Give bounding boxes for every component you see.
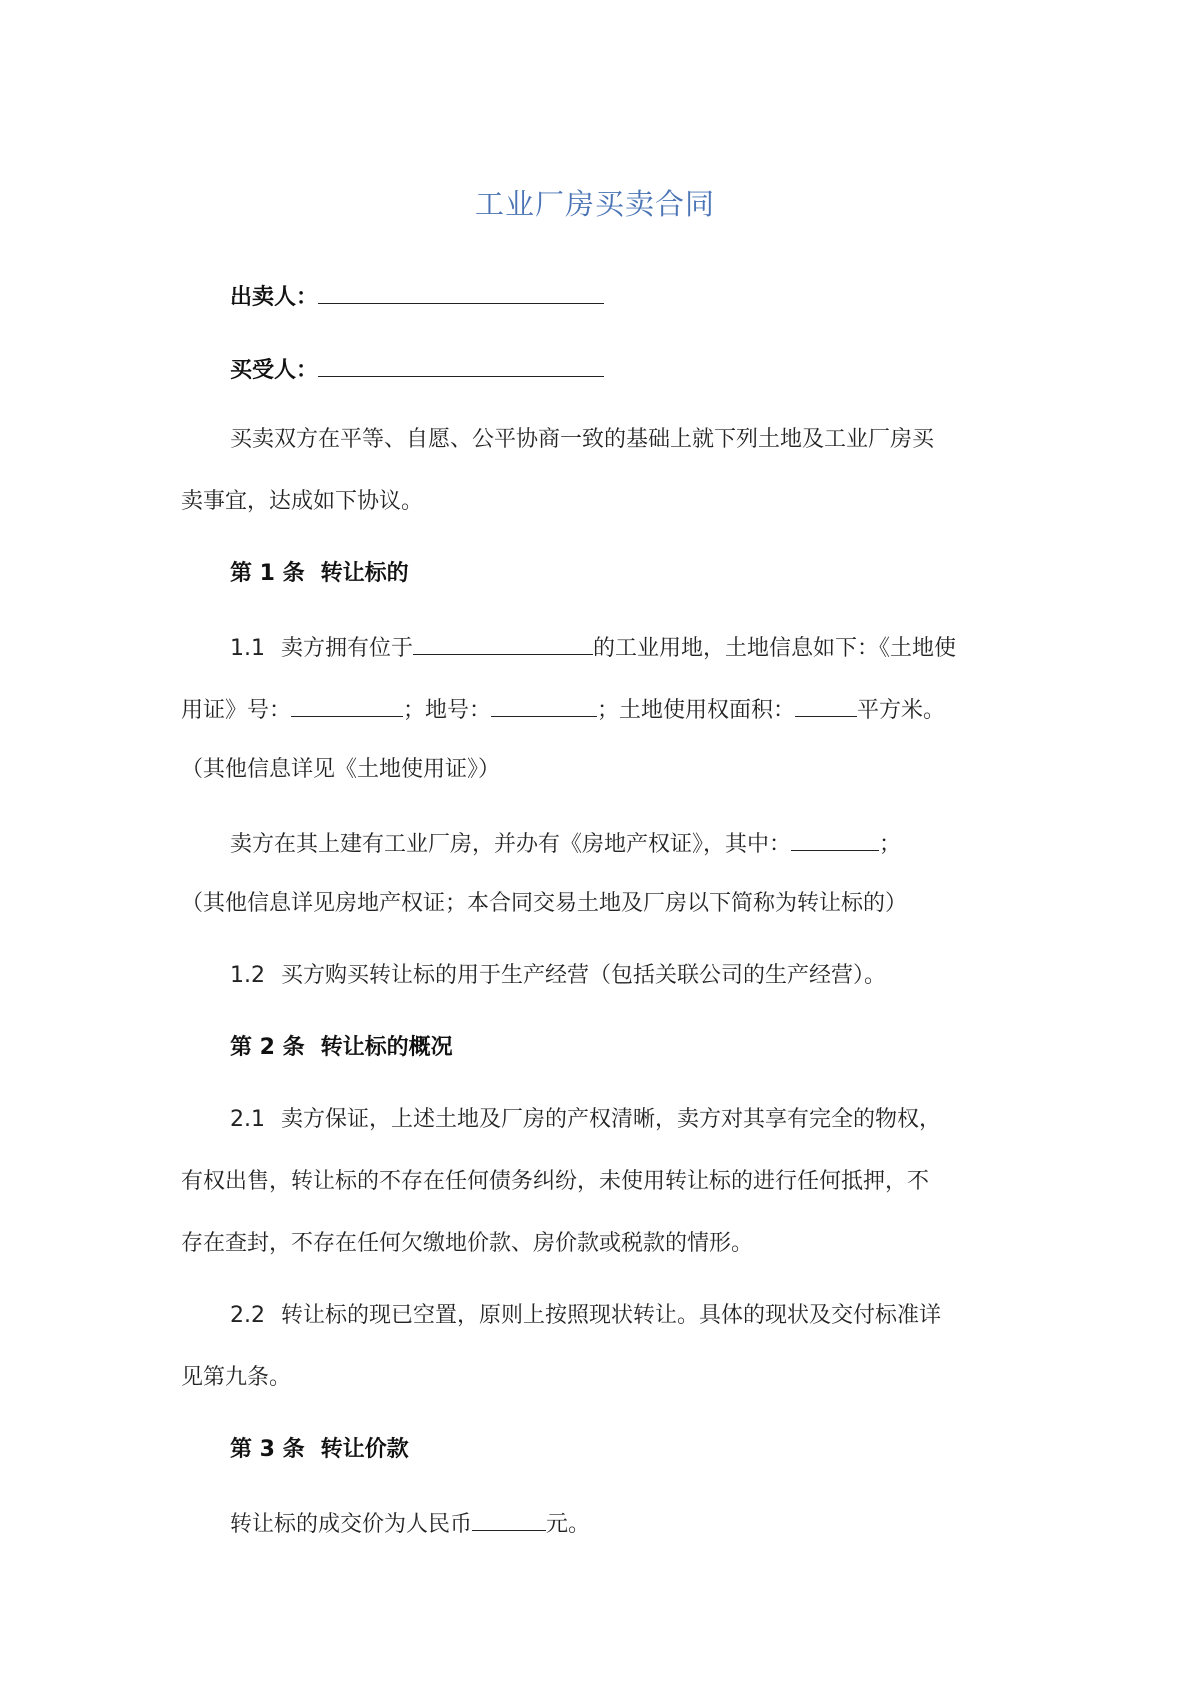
clause-1-2-text: 买方购买转让标的用于生产经营（包括关联公司的生产经营）。 [281, 963, 887, 988]
article-3-number: 第 3 条 [230, 1437, 305, 1462]
clause-1-1-text-e: ；土地使用权面积： [597, 698, 796, 723]
article-2-title: 转让标的概况 [320, 1035, 453, 1060]
article-1-number: 第 1 条 [230, 561, 305, 586]
seller-label: 出卖人： [230, 285, 319, 310]
clause-1-1-text-f: 平方米。 [857, 698, 946, 723]
land-cert-number-blank[interactable] [291, 692, 403, 717]
building-para-line-2: （其他信息详见房地产权证；本合同交易土地及厂房以下简称为转让标的） [181, 891, 908, 916]
price-text-a: 转让标的成交价为人民币 [230, 1512, 473, 1537]
clause-1-1-text-b: 的工业用地，土地信息如下：《土地使 [593, 636, 957, 661]
clause-1-1-number: 1.1 [230, 636, 265, 661]
land-location-blank[interactable] [413, 630, 593, 655]
buyer-label: 买受人： [230, 358, 319, 383]
clause-2-1-line-2: 有权出售，转让标的不存在任何债务纠纷，未使用转让标的进行任何抵押，不 [181, 1169, 930, 1194]
lot-number-blank[interactable] [491, 692, 597, 717]
article-3-title: 转让价款 [320, 1437, 409, 1462]
article-1-title: 转让标的 [320, 561, 409, 586]
land-area-blank[interactable] [795, 692, 857, 717]
document-title: 工业厂房买卖合同 [474, 187, 715, 221]
seller-row [230, 279, 604, 314]
intro-line-2: 卖事宜，达成如下协议。 [181, 489, 424, 514]
property-cert-blank[interactable] [791, 826, 879, 851]
intro-line-1: 买卖双方在平等、自愿、公平协商一致的基础上就下列土地及工业厂房买 [230, 427, 935, 452]
building-para-line-1 [230, 826, 901, 861]
article-2-heading [230, 1032, 453, 1064]
seller-name-blank[interactable] [318, 279, 604, 304]
clause-2-1-text-1: 卖方保证，上述土地及厂房的产权清晰，卖方对其享有完全的物权， [281, 1107, 942, 1132]
clause-1-1-text-a: 卖方拥有位于 [281, 636, 414, 661]
clause-1-2-number: 1.2 [230, 963, 265, 988]
price-amount-blank[interactable] [472, 1506, 546, 1531]
buyer-name-blank[interactable] [318, 352, 604, 377]
clause-2-2-text-1: 转让标的现已空置，原则上按照现状转让。具体的现状及交付标准详 [281, 1303, 942, 1328]
clause-2-1-number: 2.1 [230, 1107, 265, 1132]
price-line [230, 1506, 590, 1541]
clause-2-2-line-1 [230, 1300, 941, 1332]
building-para-text-a: 卖方在其上建有工业厂房，并办有《房地产权证》，其中： [230, 832, 792, 857]
clause-2-2-line-2: 见第九条。 [181, 1365, 292, 1390]
article-3-heading [230, 1434, 409, 1466]
article-2-number: 第 2 条 [230, 1035, 305, 1060]
building-para-text-b: ； [879, 832, 902, 857]
clause-2-1-line-3: 存在查封，不存在任何欠缴地价款、房价款或税款的情形。 [181, 1231, 754, 1256]
price-text-b: 元。 [546, 1512, 591, 1537]
clause-1-2 [230, 960, 886, 992]
clause-1-1-text-c: 用证》号： [181, 698, 292, 723]
clause-1-1-line-2 [181, 692, 945, 727]
clause-1-1-text-d: ；地号： [403, 698, 492, 723]
clause-2-2-number: 2.2 [230, 1303, 265, 1328]
clause-1-1-line-1 [230, 630, 956, 665]
article-1-heading [230, 558, 409, 590]
clause-1-1-line-3: （其他信息详见《土地使用证》） [181, 757, 501, 782]
clause-2-1-line-1 [230, 1104, 941, 1136]
buyer-row [230, 352, 604, 387]
